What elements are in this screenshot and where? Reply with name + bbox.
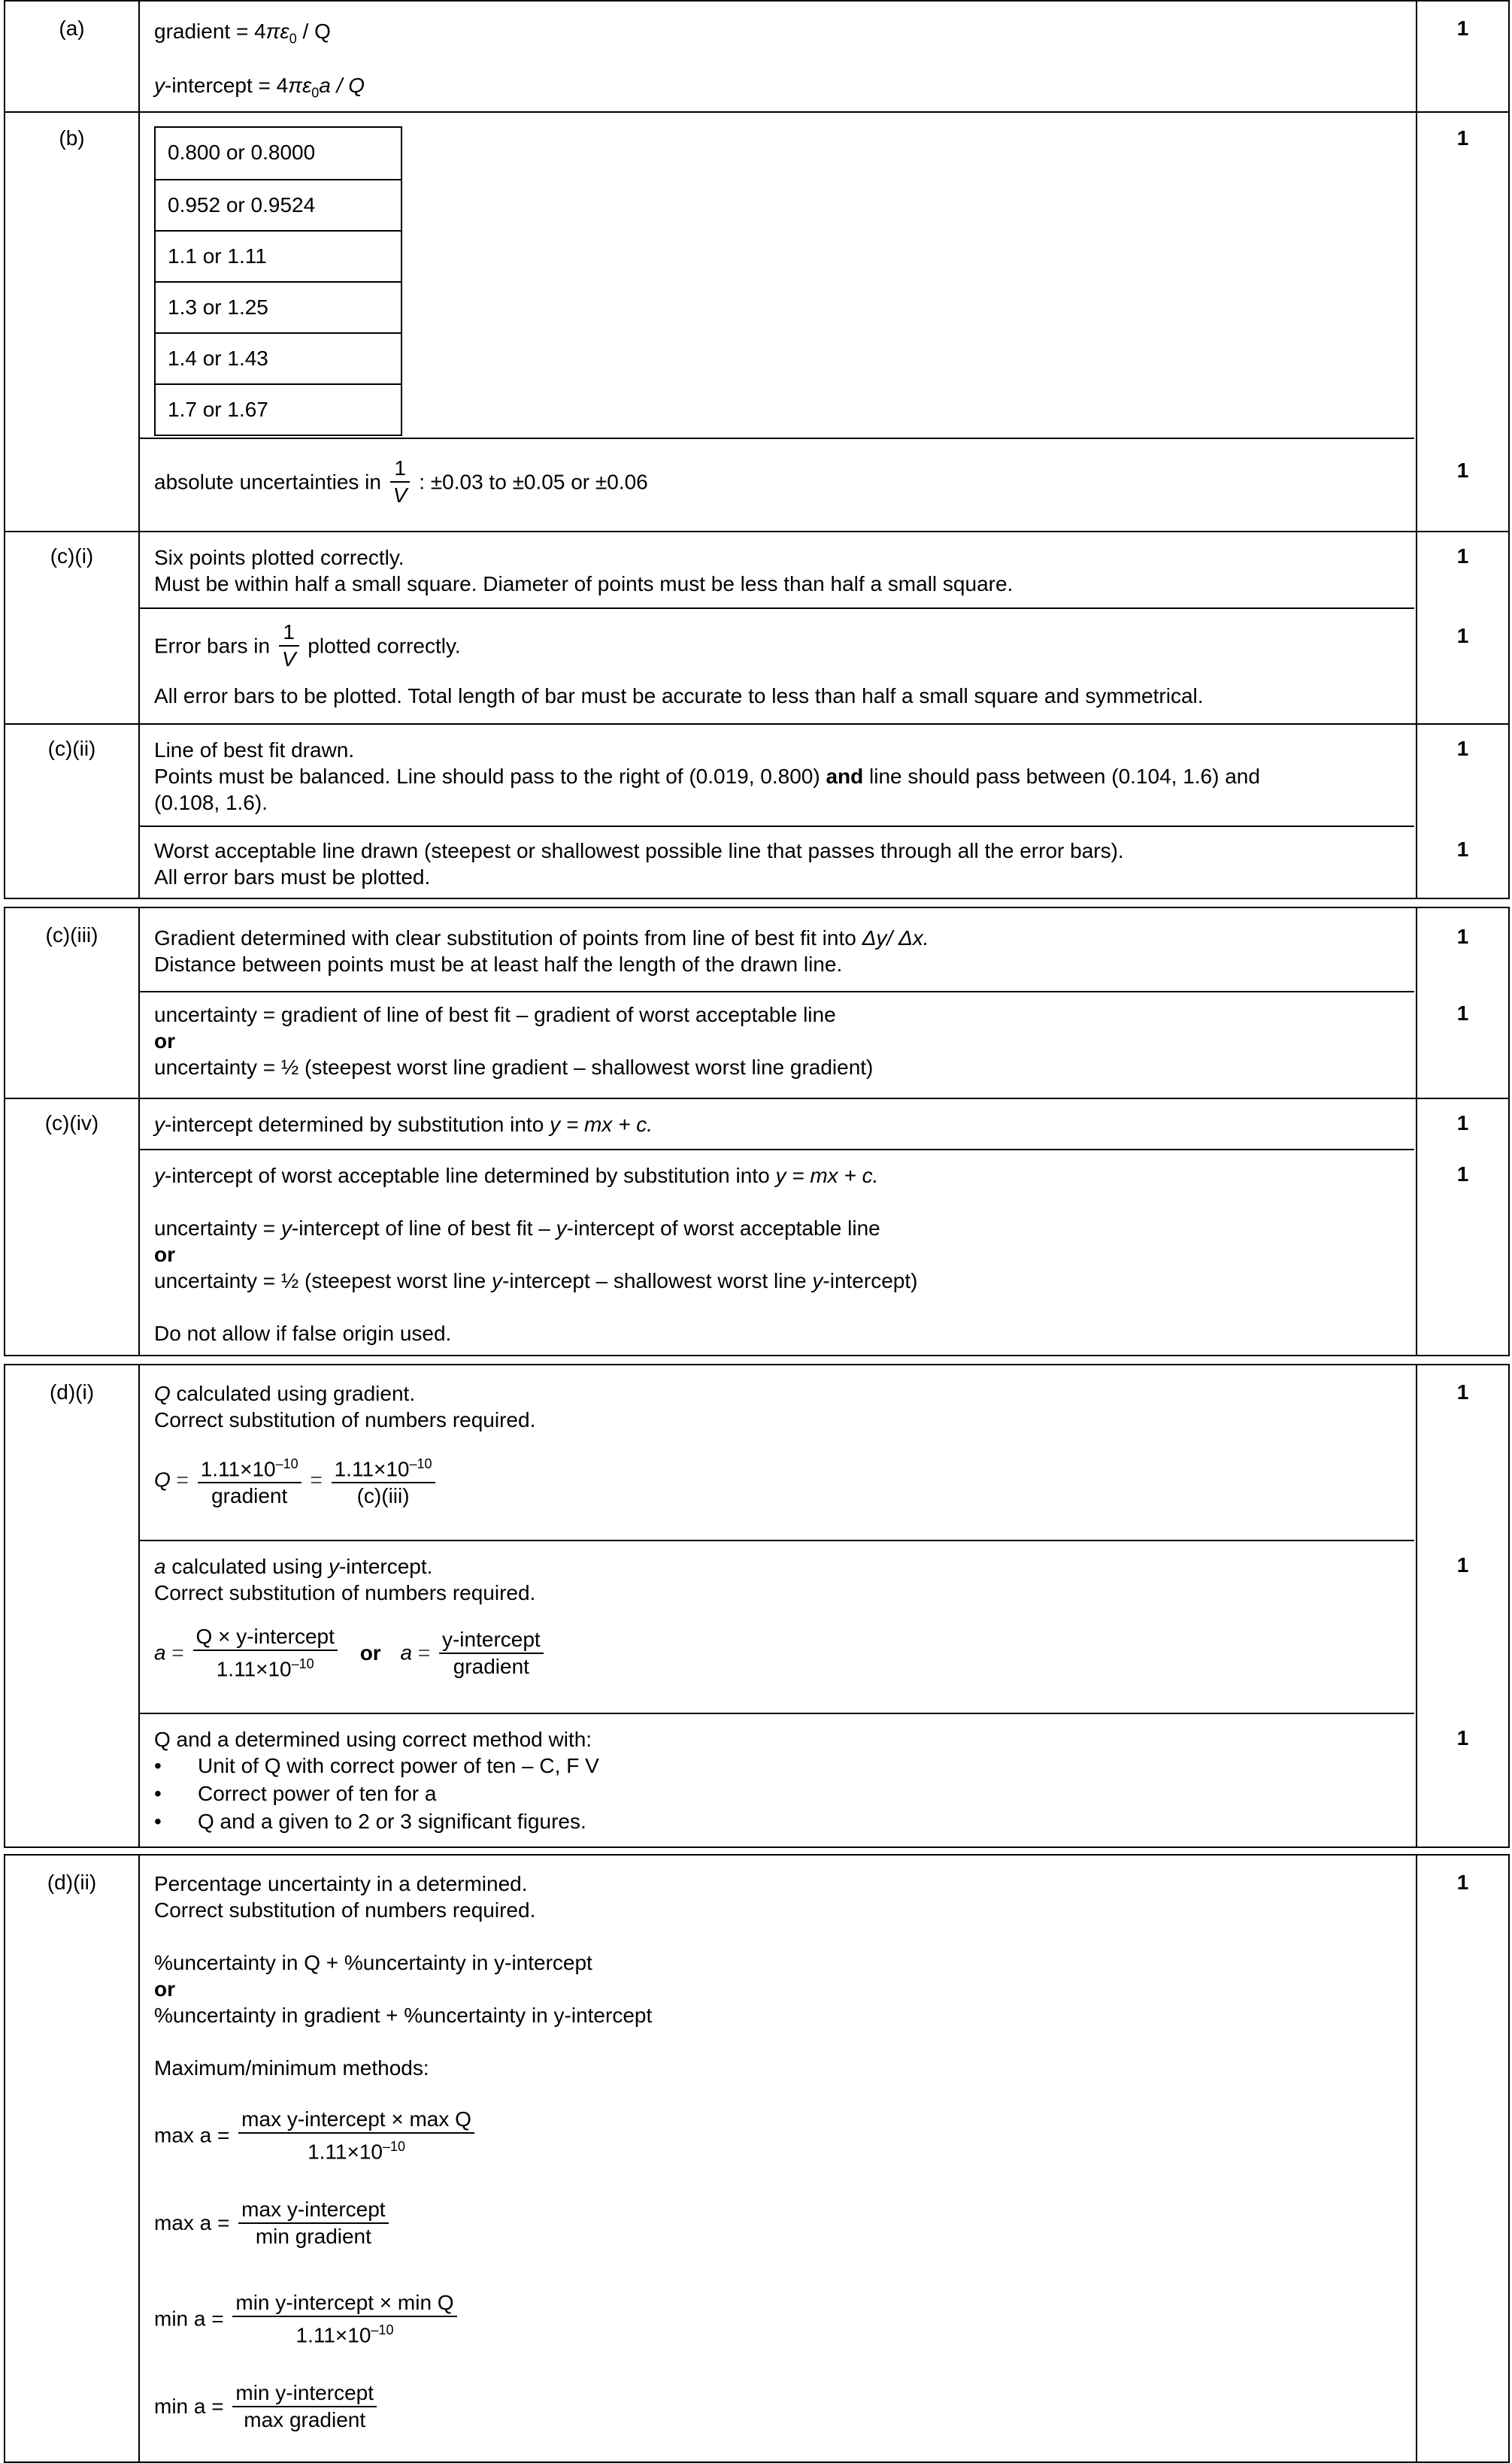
row-c-iv (5, 1098, 1508, 1358)
mark-scheme-table-2 (4, 907, 1510, 1356)
mark: 1 (1456, 1553, 1469, 1577)
max-a-equation-2: max a = $\frac{\text{max y-intercept}}{\text{min gradient}}$ (154, 2197, 392, 2249)
maxmin-heading: Maximum/minimum methods: (154, 2056, 429, 2080)
mark-scheme-table-3 (4, 1364, 1510, 1848)
false-origin-note: Do not allow if false origin used. (154, 1322, 452, 1345)
q-substitution: Correct substitution of numbers required. (154, 1408, 536, 1431)
worst-intercept: y-intercept of worst acceptable line determined by substitution into y = mx + c. (154, 1164, 879, 1187)
mark: 1 (1456, 925, 1469, 948)
points-plotted: Six points plotted correctly. (154, 546, 405, 569)
or-label: or (154, 1029, 175, 1053)
row-c-iii (5, 908, 1508, 1098)
question-label: (d)(i) (49, 1380, 95, 1404)
question-label: (c)(iii) (45, 923, 98, 947)
uncertainty-1: uncertainty = y-intercept of line of best fit – y-intercept of worst acceptable line (154, 1216, 880, 1240)
a-substitution: Correct substitution of numbers required. (154, 1581, 536, 1604)
a-calculated: a calculated using y-intercept. (154, 1555, 433, 1578)
mark-scheme-table-1 (4, 0, 1510, 899)
mark: 1 (1456, 17, 1469, 40)
or-label: or (154, 1977, 175, 2001)
points-criteria: Must be within half a small square. Diameter of points must be less than half a small square. (154, 572, 1014, 595)
uncertainty-2: uncertainty = ½ (steepest worst line y-intercept – shallowest worst line y-intercept) (154, 1269, 918, 1292)
mark: 1 (1456, 1001, 1469, 1025)
divider (138, 991, 1414, 992)
divider (138, 1713, 1414, 1714)
bullet-icon: • (154, 1810, 162, 1833)
q-equation: Q = $\frac{1.11\times 10^{-10}}{\text{gradient}}$ = $\frac{1.11\times 10^{-10}}{\text{(c)(iii)}}$ (154, 1451, 438, 1509)
pct-determined: Percentage uncertainty in a determined. (154, 1872, 528, 1895)
mark: 1 (1456, 544, 1469, 568)
bullet-unit: Unit of Q with correct power of ten – C, F V (198, 1754, 599, 1777)
question-label: (a) (59, 17, 85, 40)
method-criteria: Q and a determined using correct method with: (154, 1728, 592, 1751)
answer-intercept: y-intercept = $4\pi\varepsilon_0a$ / Q (154, 74, 365, 101)
mark: 1 (1456, 126, 1469, 150)
max-a-equation-1: max a = $\frac{\text{max y-intercept × max Q}}{1.11\times 10^{-10}}$ (154, 2107, 477, 2165)
mark: 1 (1456, 737, 1469, 760)
value-cell: 1.3 or 1.25 (156, 281, 401, 332)
uncertainty-1: uncertainty = gradient of line of best fit – gradient of worst acceptable line (154, 1003, 836, 1026)
row-a (5, 2, 1508, 111)
pct-method-1: %uncertainty in Q + %uncertainty in y-intercept (154, 1951, 592, 1974)
row-d-ii (5, 1856, 1508, 2461)
row-d-i (5, 1365, 1508, 1850)
error-bars-criteria: All error bars to be plotted. Total length of bar must be accurate to less than half a small square and symmetrical. (154, 684, 1204, 707)
bullet-icon: • (154, 1782, 162, 1805)
question-label: (b) (59, 126, 85, 150)
question-label: (c)(i) (50, 544, 94, 568)
worst-line: Worst acceptable line drawn (steepest or shallowest possible line that passes through all the error bars). (154, 839, 1124, 862)
best-fit-criteria: Points must be balanced. Line should pass to the right of (0.019, 0.800) and line should pass between (0.104, 1.6) and (154, 765, 1260, 788)
best-fit-criteria-cont: (0.108, 1.6). (154, 791, 268, 814)
question-label: (c)(iv) (44, 1111, 99, 1135)
worst-line-note: All error bars must be plotted. (154, 865, 431, 889)
question-label: (d)(ii) (47, 1871, 97, 1894)
bullet-power: Correct power of ten for a (198, 1782, 437, 1805)
divider (138, 826, 1414, 827)
divider (138, 438, 1414, 439)
row-c-ii (5, 723, 1508, 901)
value-cell: 1.7 or 1.67 (156, 383, 401, 435)
mark: 1 (1456, 1726, 1469, 1750)
mark: 1 (1456, 459, 1469, 482)
answer-gradient: gradient = $4\pi\varepsilon_0$ / Q (154, 20, 331, 47)
mark: 1 (1456, 624, 1469, 647)
divider (138, 1540, 1414, 1541)
value-cell: 1.4 or 1.43 (156, 332, 401, 383)
value-cell: 0.952 or 0.9524 (156, 179, 401, 230)
values-table (154, 126, 402, 436)
pct-substitution: Correct substitution of numbers required. (154, 1898, 536, 1922)
or-label: or (154, 1243, 175, 1266)
mark-scheme-table-4 (4, 1854, 1510, 2463)
divider (138, 607, 1414, 609)
mark: 1 (1456, 838, 1469, 861)
mark: 1 (1456, 1871, 1469, 1894)
gradient-determined: Gradient determined with clear substitution of points from line of best fit into Δy/ Δx. (154, 926, 929, 950)
gradient-distance: Distance between points must be at least half the length of the drawn line. (154, 953, 843, 976)
error-bars: Error bars in $\frac{1}{V}$ plotted correctly. (154, 620, 461, 671)
uncertainty-2: uncertainty = ½ (steepest worst line gradient – shallowest worst line gradient) (154, 1056, 874, 1079)
a-equation: a = $\frac{\text{Q × y-intercept}}{1.11\times 10^{-10}}$ or a = $\frac{\text{y-intercept}}{\text{gradient}}$ (154, 1624, 547, 1682)
pct-method-2: %uncertainty in gradient + %uncertainty in y-intercept (154, 2004, 653, 2027)
row-b (5, 111, 1508, 531)
q-calculated: Q calculated using gradient. (154, 1382, 416, 1405)
value-cell: 1.1 or 1.11 (156, 230, 401, 281)
best-fit-line: Line of best fit drawn. (154, 738, 355, 762)
bullet-sigfigs: Q and a given to 2 or 3 significant figures. (198, 1810, 586, 1833)
mark: 1 (1456, 1162, 1469, 1186)
question-label: (c)(ii) (47, 737, 96, 760)
value-cell: 0.800 or 0.8000 (168, 141, 316, 164)
bullet-icon: • (154, 1754, 162, 1777)
min-a-equation-2: min a = $\frac{\text{min y-intercept}}{\text{max gradient}}$ (154, 2380, 380, 2433)
row-c-i (5, 531, 1508, 723)
mark: 1 (1456, 1380, 1469, 1404)
absolute-uncertainties: absolute uncertainties in $\frac{1}{V}$ : ±0.03 to ±0.05 or ±0.06 (154, 456, 648, 507)
divider (138, 1149, 1414, 1150)
intercept-determined: y-intercept determined by substitution into y = mx + c. (154, 1113, 653, 1136)
min-a-equation-1: min a = $\frac{\text{min y-intercept × min Q}}{1.11\times 10^{-10}}$ (154, 2290, 460, 2348)
mark: 1 (1456, 1111, 1469, 1135)
